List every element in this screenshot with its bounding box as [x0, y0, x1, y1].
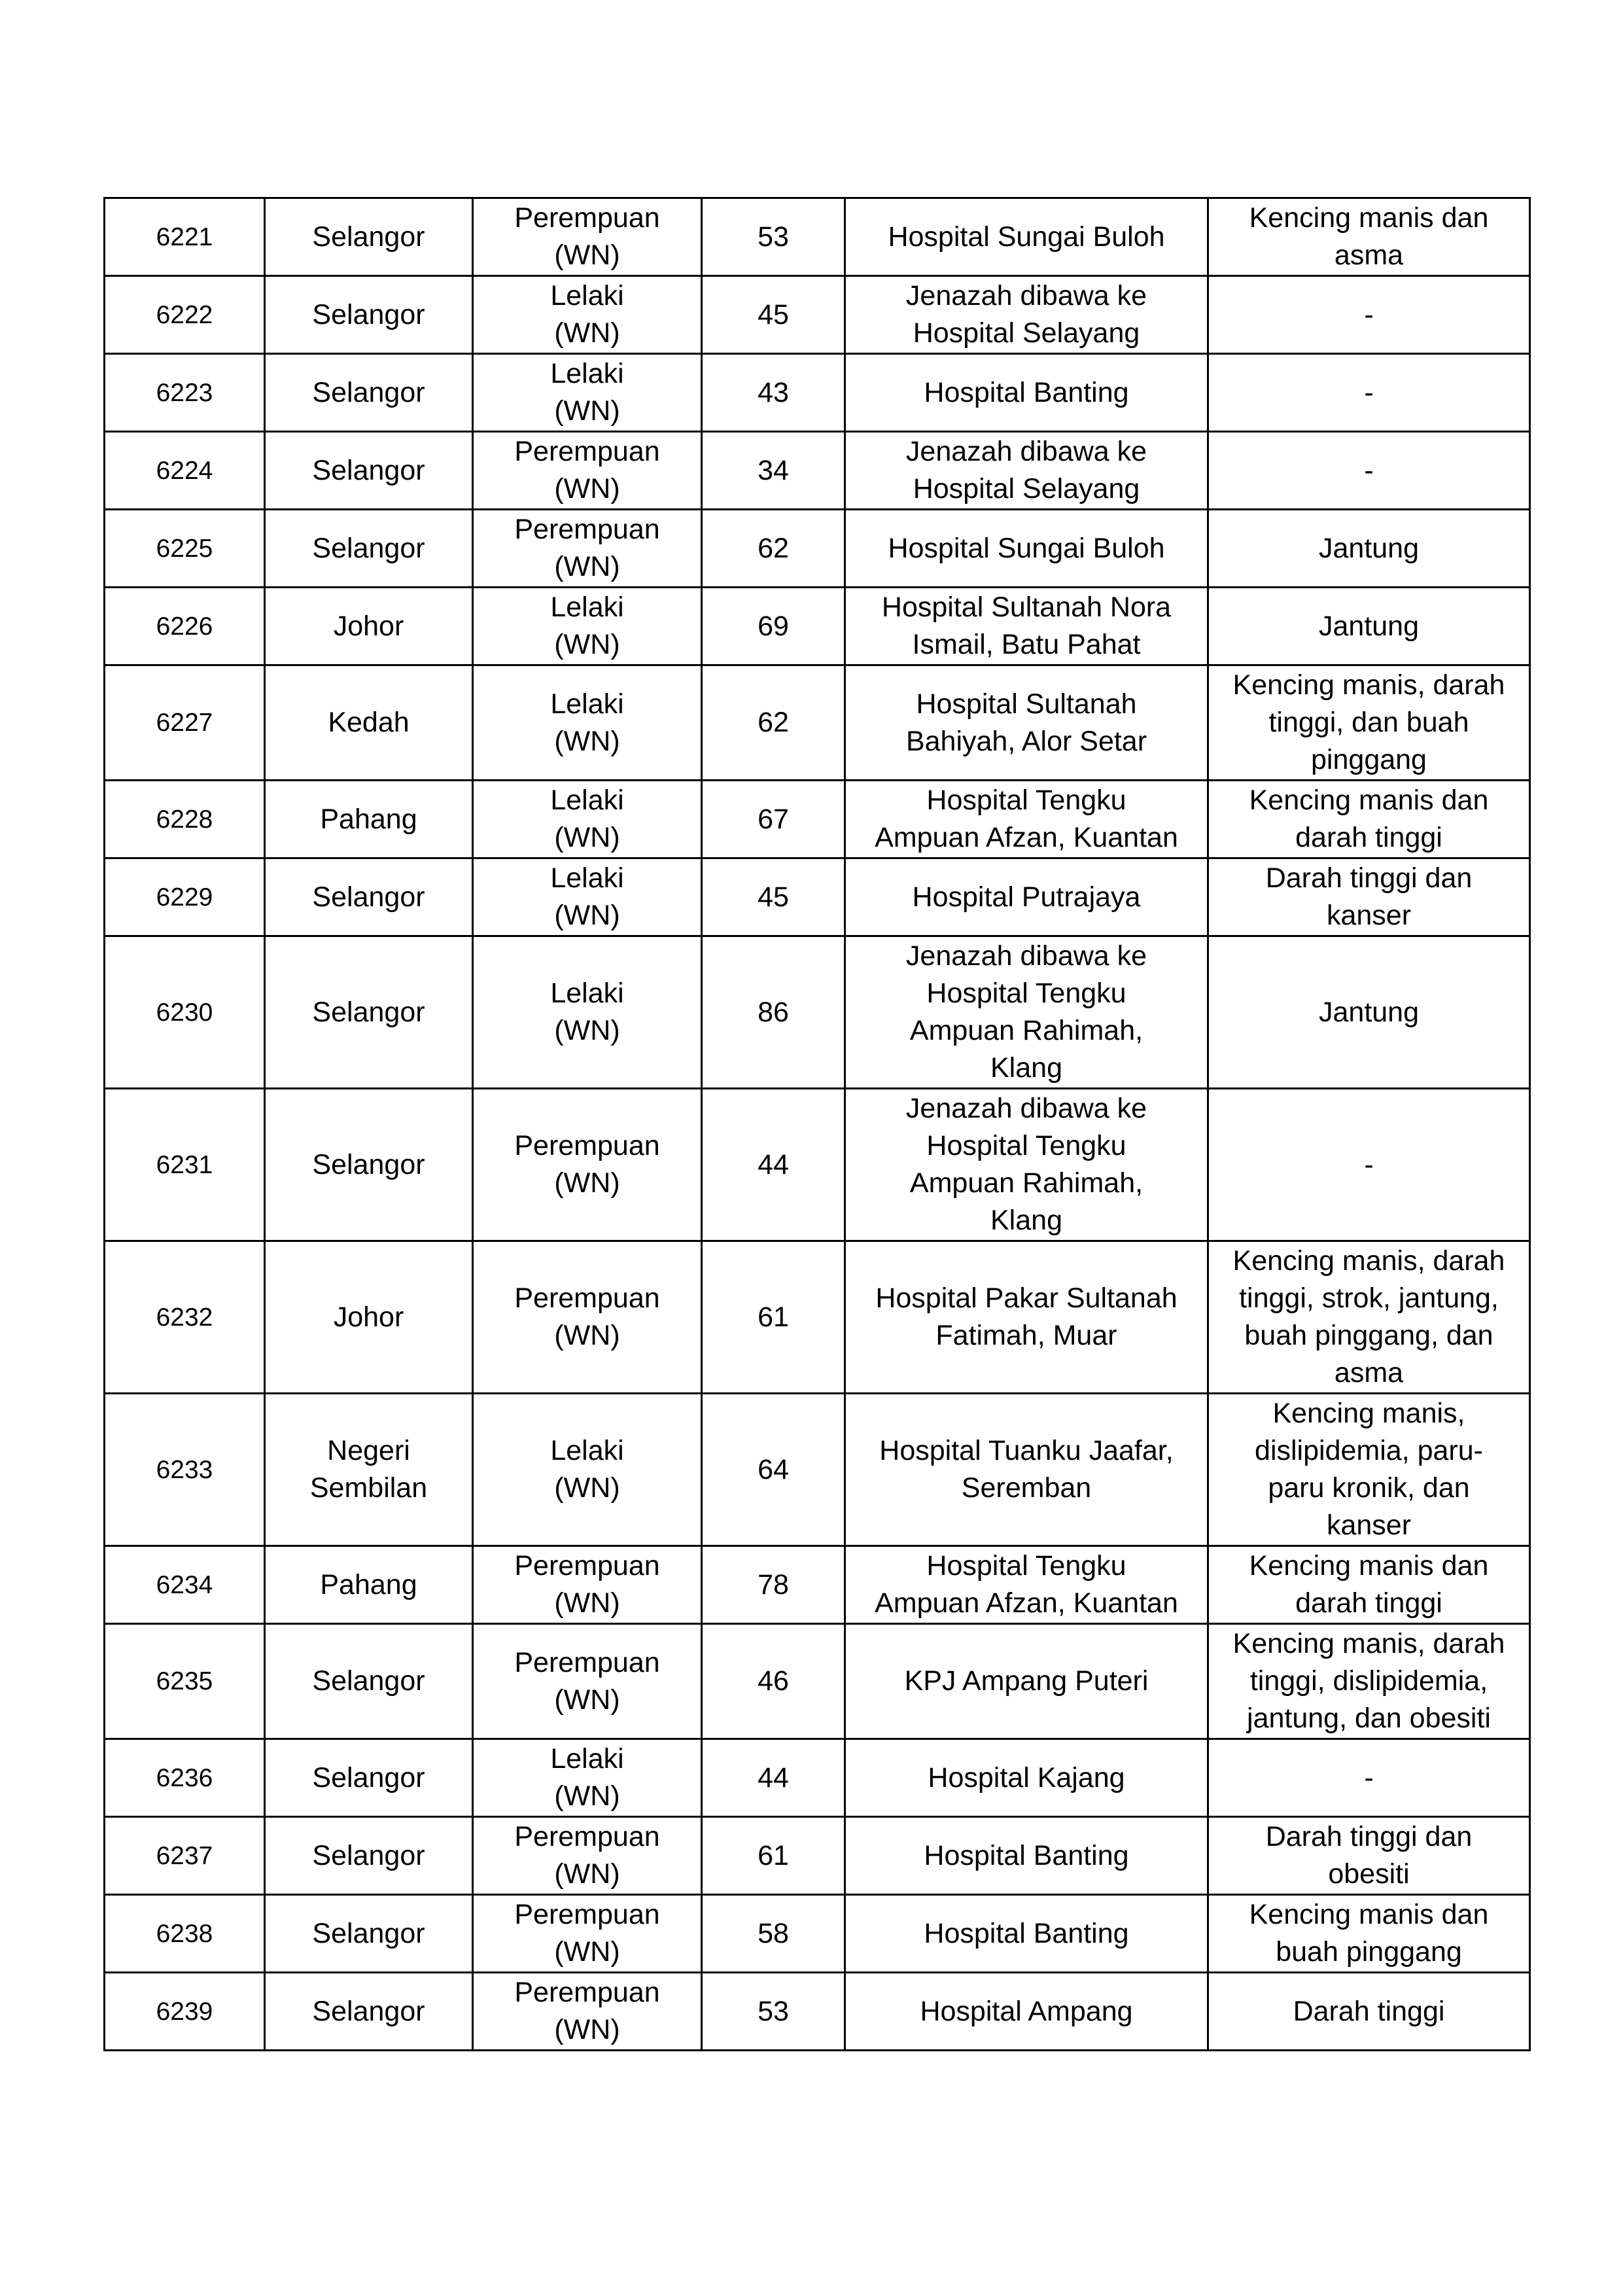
- table-row: [105, 1895, 1530, 1973]
- gender-cell: Perempuan (WN): [473, 1624, 702, 1739]
- age-cell: 64: [702, 1394, 845, 1546]
- gender-cell: Lelaki (WN): [473, 781, 702, 858]
- comorbidity-cell: Kencing manis dan asma: [1208, 198, 1530, 276]
- gender-cell: Perempuan (WN): [473, 1546, 702, 1624]
- table-row: [105, 1624, 1530, 1739]
- case-number-cell: 6234: [105, 1546, 265, 1624]
- state-cell: Selangor: [265, 198, 473, 276]
- case-number-cell: 6229: [105, 858, 265, 936]
- gender-cell: Lelaki (WN): [473, 936, 702, 1089]
- facility-cell: Jenazah dibawa ke Hospital Selayang: [845, 276, 1208, 354]
- table-row: [105, 1241, 1530, 1394]
- facility-cell: Hospital Tengku Ampuan Afzan, Kuantan: [845, 781, 1208, 858]
- gender-cell: Perempuan (WN): [473, 1817, 702, 1895]
- age-cell: 69: [702, 588, 845, 665]
- table-row: [105, 1546, 1530, 1624]
- gender-cell: Lelaki (WN): [473, 276, 702, 354]
- facility-cell: Jenazah dibawa ke Hospital Tengku Ampuan Rahimah, Klang: [845, 1089, 1208, 1241]
- gender-cell: Lelaki (WN): [473, 1739, 702, 1817]
- table-row: [105, 1089, 1530, 1241]
- state-cell: Selangor: [265, 276, 473, 354]
- comorbidity-cell: Kencing manis, darah tinggi, dan buah pinggang: [1208, 665, 1530, 781]
- state-cell: Kedah: [265, 665, 473, 781]
- case-number-cell: 6233: [105, 1394, 265, 1546]
- facility-cell: Hospital Sultanah Bahiyah, Alor Setar: [845, 665, 1208, 781]
- comorbidity-cell: -: [1208, 1739, 1530, 1817]
- facility-cell: Jenazah dibawa ke Hospital Tengku Ampuan Rahimah, Klang: [845, 936, 1208, 1089]
- table-row: [105, 1973, 1530, 2051]
- facility-cell: Hospital Kajang: [845, 1739, 1208, 1817]
- gender-cell: Perempuan (WN): [473, 510, 702, 588]
- gender-cell: Perempuan (WN): [473, 1895, 702, 1973]
- facility-cell: Hospital Putrajaya: [845, 858, 1208, 936]
- case-number-cell: 6222: [105, 276, 265, 354]
- age-cell: 58: [702, 1895, 845, 1973]
- age-cell: 44: [702, 1739, 845, 1817]
- case-number-cell: 6230: [105, 936, 265, 1089]
- comorbidity-cell: -: [1208, 432, 1530, 510]
- table-row: [105, 936, 1530, 1089]
- facility-cell: Hospital Banting: [845, 354, 1208, 432]
- table-body: [105, 198, 1530, 2051]
- case-number-cell: 6236: [105, 1739, 265, 1817]
- state-cell: Pahang: [265, 781, 473, 858]
- age-cell: 62: [702, 665, 845, 781]
- death-cases-table: [103, 197, 1531, 2051]
- case-number-cell: 6227: [105, 665, 265, 781]
- table-row: [105, 781, 1530, 858]
- state-cell: Selangor: [265, 936, 473, 1089]
- facility-cell: Hospital Ampang: [845, 1973, 1208, 2051]
- gender-cell: Lelaki (WN): [473, 1394, 702, 1546]
- case-number-cell: 6224: [105, 432, 265, 510]
- gender-cell: Perempuan (WN): [473, 198, 702, 276]
- case-number-cell: 6228: [105, 781, 265, 858]
- comorbidity-cell: -: [1208, 1089, 1530, 1241]
- state-cell: Selangor: [265, 1739, 473, 1817]
- comorbidity-cell: Darah tinggi dan obesiti: [1208, 1817, 1530, 1895]
- age-cell: 45: [702, 276, 845, 354]
- table-row: [105, 354, 1530, 432]
- age-cell: 53: [702, 1973, 845, 2051]
- gender-cell: Lelaki (WN): [473, 588, 702, 665]
- table-row: [105, 276, 1530, 354]
- state-cell: Selangor: [265, 354, 473, 432]
- comorbidity-cell: Kencing manis dan darah tinggi: [1208, 1546, 1530, 1624]
- gender-cell: Perempuan (WN): [473, 1089, 702, 1241]
- table-row: [105, 1739, 1530, 1817]
- facility-cell: Hospital Sungai Buloh: [845, 198, 1208, 276]
- comorbidity-cell: Kencing manis dan buah pinggang: [1208, 1895, 1530, 1973]
- comorbidity-cell: Kencing manis, darah tinggi, dislipidemia, jantung, dan obesiti: [1208, 1624, 1530, 1739]
- table-row: [105, 198, 1530, 276]
- comorbidity-cell: Kencing manis, darah tinggi, strok, jantung, buah pinggang, dan asma: [1208, 1241, 1530, 1394]
- case-number-cell: 6225: [105, 510, 265, 588]
- facility-cell: Hospital Banting: [845, 1895, 1208, 1973]
- table-row: [105, 1394, 1530, 1546]
- state-cell: Selangor: [265, 1624, 473, 1739]
- state-cell: Pahang: [265, 1546, 473, 1624]
- age-cell: 46: [702, 1624, 845, 1739]
- table-row: [105, 1817, 1530, 1895]
- comorbidity-cell: Darah tinggi dan kanser: [1208, 858, 1530, 936]
- comorbidity-cell: Kencing manis dan darah tinggi: [1208, 781, 1530, 858]
- comorbidity-cell: Kencing manis, dislipidemia, paru- paru kronik, dan kanser: [1208, 1394, 1530, 1546]
- comorbidity-cell: Darah tinggi: [1208, 1973, 1530, 2051]
- age-cell: 67: [702, 781, 845, 858]
- facility-cell: Hospital Sultanah Nora Ismail, Batu Pahat: [845, 588, 1208, 665]
- facility-cell: Hospital Pakar Sultanah Fatimah, Muar: [845, 1241, 1208, 1394]
- age-cell: 78: [702, 1546, 845, 1624]
- state-cell: Selangor: [265, 1895, 473, 1973]
- case-number-cell: 6232: [105, 1241, 265, 1394]
- age-cell: 86: [702, 936, 845, 1089]
- comorbidity-cell: -: [1208, 354, 1530, 432]
- case-number-cell: 6239: [105, 1973, 265, 2051]
- state-cell: Selangor: [265, 510, 473, 588]
- table-row: [105, 858, 1530, 936]
- state-cell: Selangor: [265, 432, 473, 510]
- gender-cell: Perempuan (WN): [473, 432, 702, 510]
- gender-cell: Lelaki (WN): [473, 665, 702, 781]
- age-cell: 61: [702, 1241, 845, 1394]
- case-number-cell: 6223: [105, 354, 265, 432]
- facility-cell: Hospital Tengku Ampuan Afzan, Kuantan: [845, 1546, 1208, 1624]
- case-number-cell: 6238: [105, 1895, 265, 1973]
- age-cell: 43: [702, 354, 845, 432]
- state-cell: Selangor: [265, 1817, 473, 1895]
- facility-cell: KPJ Ampang Puteri: [845, 1624, 1208, 1739]
- facility-cell: Hospital Sungai Buloh: [845, 510, 1208, 588]
- state-cell: Johor: [265, 588, 473, 665]
- table-row: [105, 588, 1530, 665]
- facility-cell: Hospital Banting: [845, 1817, 1208, 1895]
- table-row: [105, 665, 1530, 781]
- case-number-cell: 6226: [105, 588, 265, 665]
- age-cell: 61: [702, 1817, 845, 1895]
- gender-cell: Perempuan (WN): [473, 1973, 702, 2051]
- table-row: [105, 432, 1530, 510]
- gender-cell: Lelaki (WN): [473, 354, 702, 432]
- state-cell: Selangor: [265, 858, 473, 936]
- table-row: [105, 510, 1530, 588]
- age-cell: 45: [702, 858, 845, 936]
- case-number-cell: 6235: [105, 1624, 265, 1739]
- case-number-cell: 6221: [105, 198, 265, 276]
- gender-cell: Perempuan (WN): [473, 1241, 702, 1394]
- comorbidity-cell: -: [1208, 276, 1530, 354]
- state-cell: Selangor: [265, 1973, 473, 2051]
- comorbidity-cell: Jantung: [1208, 936, 1530, 1089]
- facility-cell: Jenazah dibawa ke Hospital Selayang: [845, 432, 1208, 510]
- age-cell: 53: [702, 198, 845, 276]
- comorbidity-cell: Jantung: [1208, 510, 1530, 588]
- case-number-cell: 6237: [105, 1817, 265, 1895]
- facility-cell: Hospital Tuanku Jaafar, Seremban: [845, 1394, 1208, 1546]
- state-cell: Selangor: [265, 1089, 473, 1241]
- state-cell: Negeri Sembilan: [265, 1394, 473, 1546]
- age-cell: 34: [702, 432, 845, 510]
- age-cell: 62: [702, 510, 845, 588]
- gender-cell: Lelaki (WN): [473, 858, 702, 936]
- case-number-cell: 6231: [105, 1089, 265, 1241]
- comorbidity-cell: Jantung: [1208, 588, 1530, 665]
- age-cell: 44: [702, 1089, 845, 1241]
- state-cell: Johor: [265, 1241, 473, 1394]
